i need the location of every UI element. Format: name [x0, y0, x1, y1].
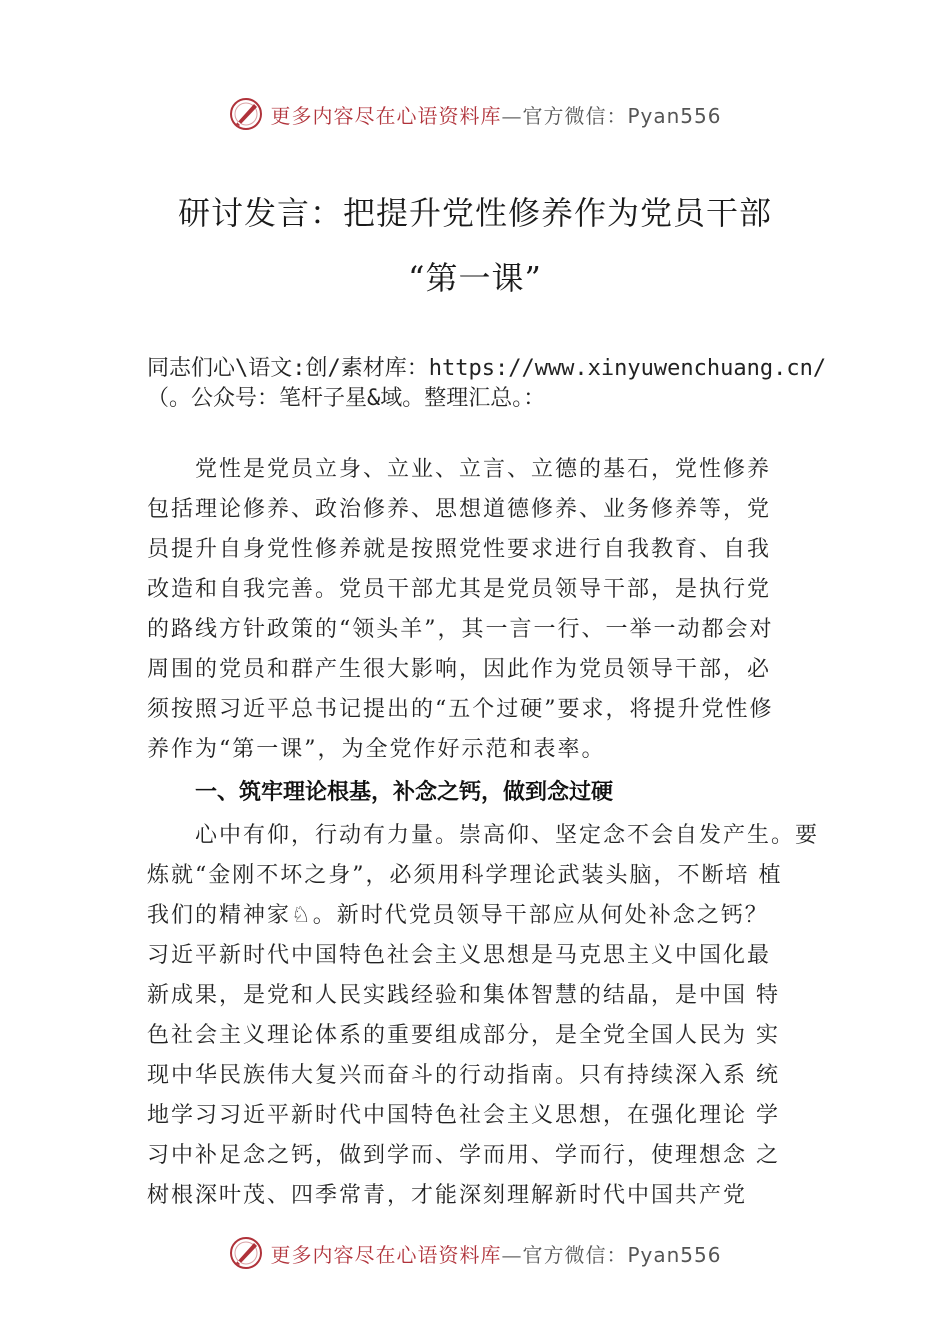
quill-logo-icon	[228, 1235, 264, 1271]
paragraph-2	[147, 816, 837, 1216]
document-title-line-2: “第一课”	[408, 259, 542, 297]
paragraph-line: 树根深叶茂、四季常青，才能深刻理解新时代中国共产党	[147, 1183, 748, 1208]
paragraph-line: 包括理论修养、政治修养、思想道德修养、业务修养等，党	[147, 497, 772, 522]
paragraph-line: 习中补足念之钙，做到学而、学而用、学而行，使理想念 之	[147, 1143, 780, 1168]
paragraph-line: 现中华民族伟大复兴而奋斗的行动指南。只有持续深入系 统	[147, 1063, 780, 1088]
section-heading-1: 一、筑牢理论根基，补念之钙，做到念过硬	[195, 780, 614, 805]
paragraph-line: 新成果，是党和人民实践经验和集体智慧的结晶，是中国 特	[147, 983, 780, 1008]
paragraph-line: 员提升自身党性修养就是按照党性要求进行自我教育、自我	[147, 537, 772, 562]
paragraph-line: 我们的精神家♘。新时代党员领导干部应从何处补念之钙？	[147, 903, 769, 928]
banner-separator: —	[501, 103, 523, 128]
paragraph-line: 改造和自我完善。党员干部尤其是党员领导干部，是执行党	[147, 577, 772, 602]
banner-wechat: 官方微信：Pyan556	[522, 1242, 722, 1267]
paragraph-line: 习近平新时代中国特色社会主义思想是马克思主义中国化最	[147, 943, 772, 968]
document-title-line-1: 研讨发言：把提升党性修养作为党员干部	[177, 194, 772, 232]
banner-separator: —	[501, 1242, 523, 1267]
paragraph-line: 周围的党员和群产生很大影响，因此作为党员领导干部，必	[147, 657, 772, 682]
intro-note: 同志们心\语文:创/素材库：https://www.xinyuwenchuang.cn/（。公众号：笔杆子星&域。整理汇总。：	[147, 356, 827, 411]
banner-text: 更多内容尽在心语资料库	[270, 1242, 502, 1267]
paragraph-1	[147, 450, 837, 770]
quill-logo-icon	[228, 96, 264, 132]
banner-text: 更多内容尽在心语资料库	[270, 103, 502, 128]
banner-wechat: 官方微信：Pyan556	[522, 103, 722, 128]
paragraph-line: 地学习习近平新时代中国特色社会主义思想，在强化理论 学	[147, 1103, 780, 1128]
footer-watermark-banner	[0, 1231, 950, 1275]
paragraph-line: 心中有仰，行动有力量。崇高仰、坚定念不会自发产生。要	[147, 823, 820, 848]
header-watermark-banner	[0, 92, 950, 136]
paragraph-line: 养作为“第一课”，为全党作好示范和表率。	[147, 737, 606, 762]
paragraph-line: 炼就“金刚不坏之身”，必须用科学理论武装头脑，不断培 植	[147, 863, 783, 888]
paragraph-line: 党性是党员立身、立业、立言、立德的基石，党性修养	[147, 457, 772, 482]
paragraph-line: 色社会主义理论体系的重要组成部分，是全党全国人民为 实	[147, 1023, 780, 1048]
paragraph-line: 须按照习近平总书记提出的“五个过硬”要求，将提升党性修	[147, 697, 774, 722]
paragraph-line: 的路线方针政策的“领头羊”，其一言一行、一举一动都会对	[147, 617, 774, 642]
